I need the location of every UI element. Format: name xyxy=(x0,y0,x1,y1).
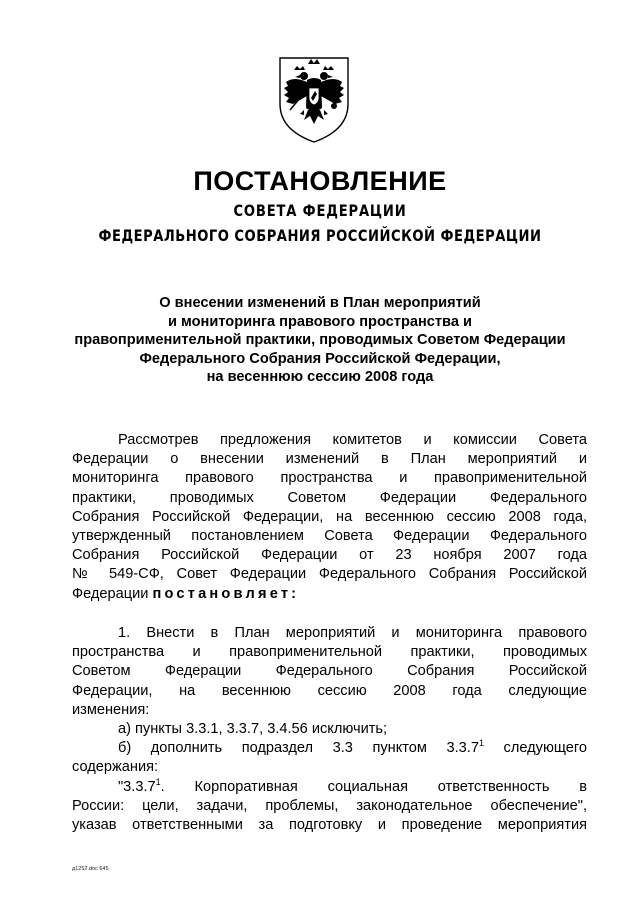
issuer-line-1: СОВЕТА ФЕДЕРАЦИИ xyxy=(233,201,407,220)
decree-word: постановляет: xyxy=(152,585,300,602)
superscript: 1 xyxy=(155,776,161,787)
subitem-b-text: б) дополнить подраздел 3.3 пунктом 3.3.7 xyxy=(118,740,479,757)
subject-line: и мониторинга правового пространства и xyxy=(168,313,472,330)
subitem-b-text-end: следующего xyxy=(483,740,588,757)
paragraph-line xyxy=(72,585,587,604)
preamble-paragraph xyxy=(72,431,587,604)
paragraph-line: пространства и правоприменительной практики, проводимых xyxy=(72,644,587,661)
paragraph-line: мониторинга правового пространства и правоприменительной xyxy=(72,470,587,487)
issuer-line-2: ФЕДЕРАЛЬНОГО СОБРАНИЯ РОССИЙСКОЙ ФЕДЕРАЦИИ xyxy=(98,226,542,245)
paragraph-line: Рассмотрев предложения комитетов и комиссии Совета xyxy=(118,432,587,448)
paragraph-line: № 549-СФ, Совет Федерации Федерального Собрания Российской xyxy=(72,566,587,583)
paragraph-line: Федерации о внесении изменений в План мероприятий и xyxy=(72,451,587,468)
quoted-item-text: . Корпоративная социальная ответственность в xyxy=(160,778,587,795)
paragraph-line: практики, проводимых Советом Федерации Федерального xyxy=(72,489,587,506)
subject-line: на весеннюю сессию 2008 года xyxy=(206,369,434,386)
subitem-b xyxy=(72,739,587,758)
quoted-item-line xyxy=(72,778,587,797)
paragraph-line: указав ответственными за подготовку и проведение мероприятия xyxy=(72,817,587,834)
subject-heading xyxy=(40,294,600,387)
subitem-a: а) пункты 3.3.1, 3.3.7, 3.4.56 исключить; xyxy=(118,721,388,738)
document-title: ПОСТАНОВЛЕНИЕ xyxy=(193,166,447,196)
item-1-paragraph xyxy=(72,624,587,835)
quoted-item-number: "3.3.7 xyxy=(118,778,156,795)
paragraph-line-start: Федерации xyxy=(72,585,153,602)
file-code: д1252.doc 645 xyxy=(72,866,109,872)
superscript: 1 xyxy=(478,738,484,749)
subject-line: Федерального Собрания Российской Федерации, xyxy=(139,350,501,367)
russian-coat-of-arms-icon xyxy=(274,54,354,144)
subject-line: правоприменительной практики, проводимых Советом Федерации xyxy=(74,332,566,349)
subject-line: О внесении изменений в План мероприятий xyxy=(159,295,481,311)
paragraph-line: Федерации, на весеннюю сессию 2008 года следующие xyxy=(72,682,587,699)
paragraph-line: России: цели, задачи, проблемы, законодательное обеспечение", xyxy=(72,797,587,814)
paragraph-line: содержания: xyxy=(72,759,159,776)
paragraph-line: Собрания Российской Федерации, на весеннюю сессию 2008 года, xyxy=(72,508,587,525)
paragraph-line: изменения: xyxy=(72,701,150,718)
paragraph-line: Собрания Российской Федерации от 23 ноября 2007 года xyxy=(72,547,587,564)
paragraph-line: 1. Внести в План мероприятий и мониторинга правового xyxy=(118,625,587,641)
paragraph-line: утвержденный постановлением Совета Федерации Федерального xyxy=(72,528,587,545)
paragraph-line: Советом Федерации Федерального Собрания Российской xyxy=(72,663,587,680)
